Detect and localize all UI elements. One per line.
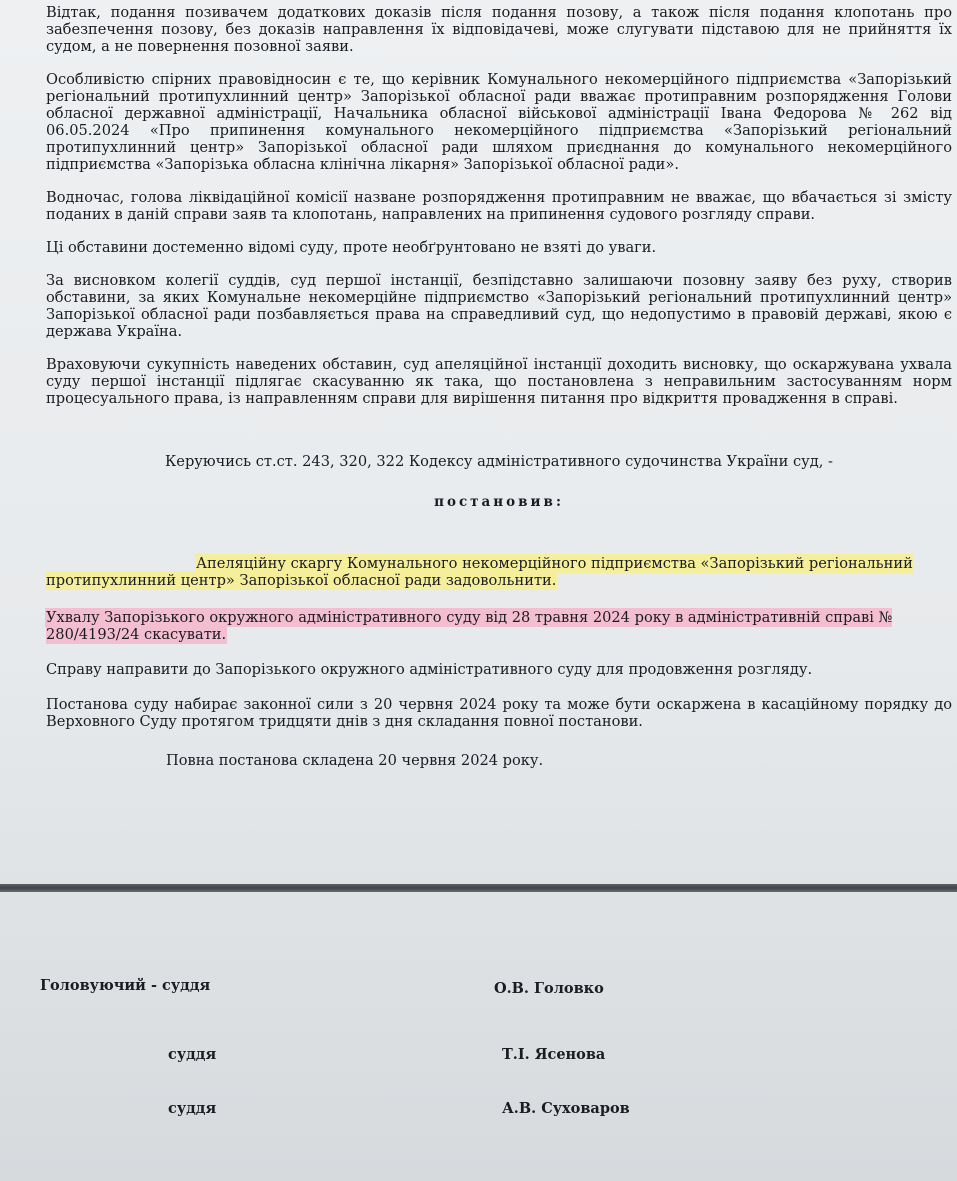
judge-2-label: суддя — [168, 1046, 217, 1063]
guided-by-line: Керуючись ст.ст. 243, 320, 322 Кодексу адміністративного судочинства України суд, - — [165, 453, 833, 470]
document-body — [46, 0, 952, 785]
judge-3-label: суддя — [168, 1100, 217, 1117]
resolution-item-2-text: Ухвалу Запорізького окружного адміністративного суду від 28 травня 2024 року в адміністративній справі № 280/4193/24 скасувати. — [46, 609, 893, 643]
resolution-item-1-text: Апеляційну скаргу Комунального некомерційного підприємства «Запорізький регіональний протипухлинний центр» Запорізької обласної ради задовольнити. — [46, 555, 913, 589]
paragraph-2: Особливістю спірних правовідносин є те, що керівник Комунального некомерційного підприємства «Запорізький регіональний протипухлинний центр» Запорізької обласної ради вважає протиправним розпорядження Голови обласної державної адміністрації, Начальника обласної військової адміністрації Івана Федорова № 262 від 06.05.2024 «Про припинення комунального некомерційного підприємства «Запорізький регіональний протипухлинний центр» Запорізької обласної ради шляхом приєднання до комунального некомерційного підприємства «Запорізька обласна клінічна лікарня» Запорізької обласної ради». — [46, 71, 952, 173]
paragraph-1: Відтак, подання позивачем додаткових доказів після подання позову, а також після подання клопотань про забезпечення позову, без доказів направлення їх відповідачеві, може слугувати підставою для не прийняття їх судом, а не повернення позовної заяви. — [46, 4, 952, 55]
paragraph-5: За висновком колегії суддів, суд першої інстанції, безпідставно залишаючи позовну заяву без руху, створив обставини, за яких Комунальне некомерційне підприємство «Запорізький регіональний протипухлинний центр» Запорізької обласної ради позбавляється права на справедливий суд, що недопустимо в правовій державі, якою є держава Україна. — [46, 272, 952, 340]
judge-3-name: А.В. Суховаров — [502, 1100, 630, 1117]
resolution-item-5: Повна постанова складена 20 червня 2024 року. — [166, 752, 544, 769]
resolution-item-4: Постанова суду набирає законної сили з 20 червня 2024 року та може бути оскаржена в касаційному порядку до Верховного Суду протягом тридцяти днів з дня складання повної постанови. — [46, 696, 952, 730]
resolution-item-1 — [46, 555, 952, 589]
paragraph-6: Враховуючи сукупність наведених обставин, суд апеляційної інстанції доходить висновку, що оскаржувана ухвала суду першої інстанції підлягає скасуванню як така, що постановлена з неправильним застосуванням норм процесуального права, із направленням справи для вирішення питання про відкриття провадження в справі. — [46, 356, 952, 407]
presiding-judge-label: Головуючий - суддя — [40, 977, 211, 994]
paragraph-4: Ці обставини достеменно відомі суду, проте необґрунтовано не взяті до уваги. — [46, 239, 657, 256]
judge-2-name: Т.І. Ясенова — [502, 1046, 606, 1063]
page-divider — [0, 884, 957, 892]
resolution-item-2 — [46, 609, 952, 643]
resolution-item-3: Справу направити до Запорізького окружного адміністративного суду для продовження розгляду. — [46, 661, 813, 678]
paragraph-3: Водночас, голова ліквідаційної комісії назване розпорядження протиправним не вважає, що вбачається зі змісту поданих в даній справи заяв та клопотань, направлених на припинення судового розгляду справи. — [46, 189, 952, 223]
presiding-judge-name: О.В. Головко — [494, 980, 604, 997]
resolved-heading: постановив: — [434, 494, 564, 510]
